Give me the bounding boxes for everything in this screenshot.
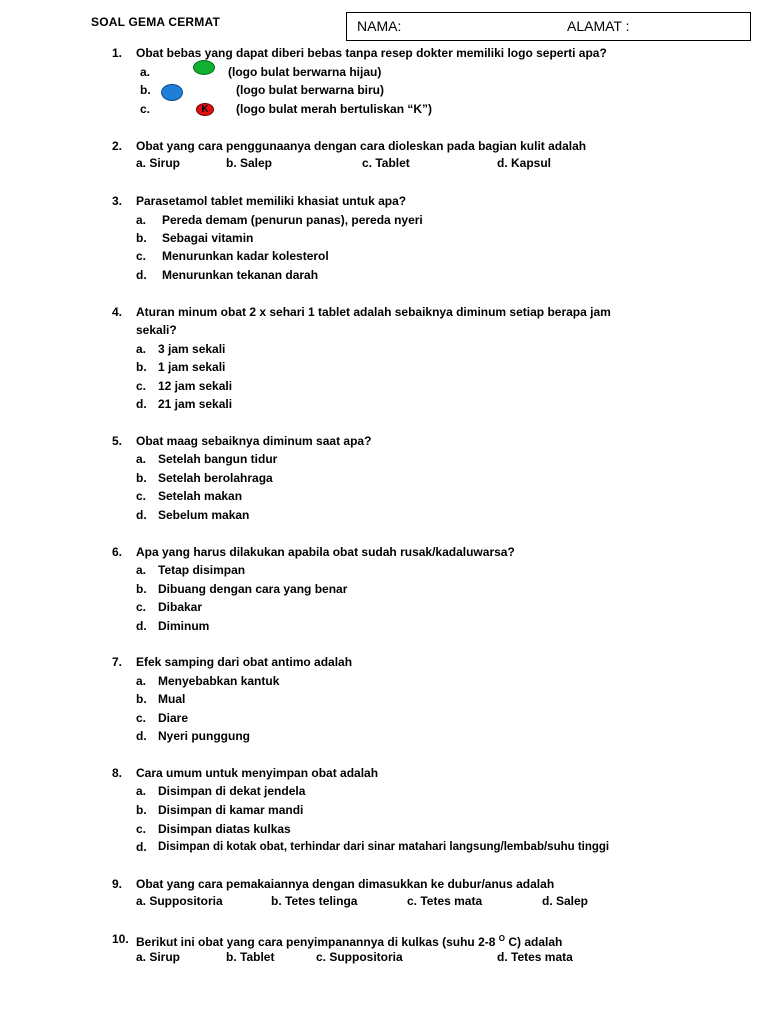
option-text: 3 jam sekali (158, 342, 226, 356)
question-text: Obat yang cara pemakaiannya dengan dimasukkan ke dubur/anus adalah (136, 877, 555, 891)
blue-circle-logo-icon (161, 84, 183, 101)
document-title: SOAL GEMA CERMAT (91, 15, 220, 29)
option-text: Mual (158, 692, 186, 706)
question-text: Apa yang harus dilakukan apabila obat sudah rusak/kadaluwarsa? (136, 545, 515, 559)
option-letter: c. (140, 102, 151, 116)
option-text: Disimpan diatas kulkas (158, 822, 291, 836)
option-letter: c. (136, 822, 147, 836)
option-text: Setelah makan (158, 489, 243, 503)
question-text: Efek samping dari obat antimo adalah (136, 655, 353, 669)
student-info-box (346, 12, 751, 41)
option-b: b. Tetes telinga (271, 894, 358, 908)
option-letter: c. (136, 249, 147, 263)
option-text: 1 jam sekali (158, 360, 226, 374)
option-letter: a. (136, 342, 147, 356)
option-b: b. Tablet (226, 950, 275, 964)
question-text-end: C) adalah (505, 935, 563, 949)
option-text: Menyebabkan kantuk (158, 674, 280, 688)
question-text: Obat yang cara penggunaanya dengan cara dioleskan pada bagian kulit adalah (136, 139, 587, 153)
option-letter: d. (136, 397, 147, 411)
question-number: 7. (112, 655, 123, 669)
option-d: d. Kapsul (497, 156, 552, 170)
green-circle-logo-icon (193, 60, 215, 75)
question-number: 2. (112, 139, 123, 153)
question-text: Aturan minum obat 2 x sehari 1 tablet adalah sebaiknya diminum setiap berapa jam (136, 305, 611, 319)
option-letter: b. (136, 803, 147, 817)
option-text: (logo bulat merah bertuliskan “K”) (236, 102, 433, 116)
option-letter: c. (136, 489, 147, 503)
option-letter: a. (140, 65, 151, 79)
option-a: a. Sirup (136, 156, 181, 170)
option-letter: d. (136, 619, 147, 633)
option-text: Diminum (158, 619, 210, 633)
red-k-circle-logo-icon: K (196, 103, 214, 116)
option-text: Menurunkan kadar kolesterol (162, 249, 329, 263)
question-text-continued: sekali? (136, 323, 177, 337)
option-c: c. Tetes mata (407, 894, 483, 908)
option-letter: d. (136, 508, 147, 522)
option-text: Tetap disimpan (158, 563, 246, 577)
option-letter: d. (136, 840, 147, 854)
option-text: Setelah berolahraga (158, 471, 273, 485)
nama-label: NAMA: (357, 18, 402, 34)
option-c: c. Suppositoria (316, 950, 403, 964)
option-a: a. Suppositoria (136, 894, 223, 908)
question-number: 9. (112, 877, 123, 891)
degree-superscript: O (498, 934, 505, 943)
option-b: b. Salep (226, 156, 273, 170)
option-text: Nyeri punggung (158, 729, 250, 743)
option-d: d. Salep (542, 894, 589, 908)
option-letter: a. (136, 213, 147, 227)
question-text: Cara umum untuk menyimpan obat adalah (136, 766, 379, 780)
option-letter: d. (136, 729, 147, 743)
question-number: 4. (112, 305, 123, 319)
option-text: Menurunkan tekanan darah (162, 268, 319, 282)
option-text: Setelah bangun tidur (158, 452, 278, 466)
option-letter: a. (136, 784, 147, 798)
option-text: Disimpan di dekat jendela (158, 784, 306, 798)
question-number: 8. (112, 766, 123, 780)
question-text: Obat bebas yang dapat diberi bebas tanpa resep dokter memiliki logo seperti apa? (136, 46, 607, 60)
option-letter: d. (136, 268, 147, 282)
question-text: Parasetamol tablet memiliki khasiat untuk apa? (136, 194, 407, 208)
question-number: 3. (112, 194, 123, 208)
option-text: Pereda demam (penurun panas), pereda nyeri (162, 213, 423, 227)
option-text: 21 jam sekali (158, 397, 233, 411)
option-letter: b. (136, 692, 147, 706)
question-number: 5. (112, 434, 123, 448)
option-text: Dibuang dengan cara yang benar (158, 582, 348, 596)
option-text: 12 jam sekali (158, 379, 233, 393)
option-letter: b. (136, 360, 147, 374)
option-text: Sebelum makan (158, 508, 250, 522)
option-text: (logo bulat berwarna biru) (236, 83, 385, 97)
question-text-start: Berikut ini obat yang cara penyimpanannya di kulkas (suhu 2-8 (136, 935, 499, 949)
alamat-label: ALAMAT : (567, 18, 630, 34)
option-letter: b. (136, 471, 147, 485)
option-letter: c. (136, 379, 147, 393)
question-number: 10. (112, 932, 129, 946)
option-letter: b. (136, 231, 147, 245)
option-d: d. Tetes mata (497, 950, 573, 964)
option-letter: c. (136, 600, 147, 614)
question-text (136, 931, 562, 950)
option-text: Disimpan di kamar mandi (158, 803, 304, 817)
option-text: Sebagai vitamin (162, 231, 254, 245)
option-text: Disimpan di kotak obat, terhindar dari sinar matahari langsung/lembab/suhu tinggi (158, 841, 610, 853)
option-letter: c. (136, 711, 147, 725)
question-number: 1. (112, 46, 123, 60)
option-letter: b. (136, 582, 147, 596)
option-a: a. Sirup (136, 950, 181, 964)
option-c: c. Tablet (362, 156, 410, 170)
option-text: Dibakar (158, 600, 203, 614)
option-letter: a. (136, 452, 147, 466)
question-number: 6. (112, 545, 123, 559)
option-letter: a. (136, 674, 147, 688)
option-letter: a. (136, 563, 147, 577)
question-text: Obat maag sebaiknya diminum saat apa? (136, 434, 372, 448)
option-text: Diare (158, 711, 189, 725)
option-text: (logo bulat berwarna hijau) (228, 65, 382, 79)
option-letter: b. (140, 83, 151, 97)
